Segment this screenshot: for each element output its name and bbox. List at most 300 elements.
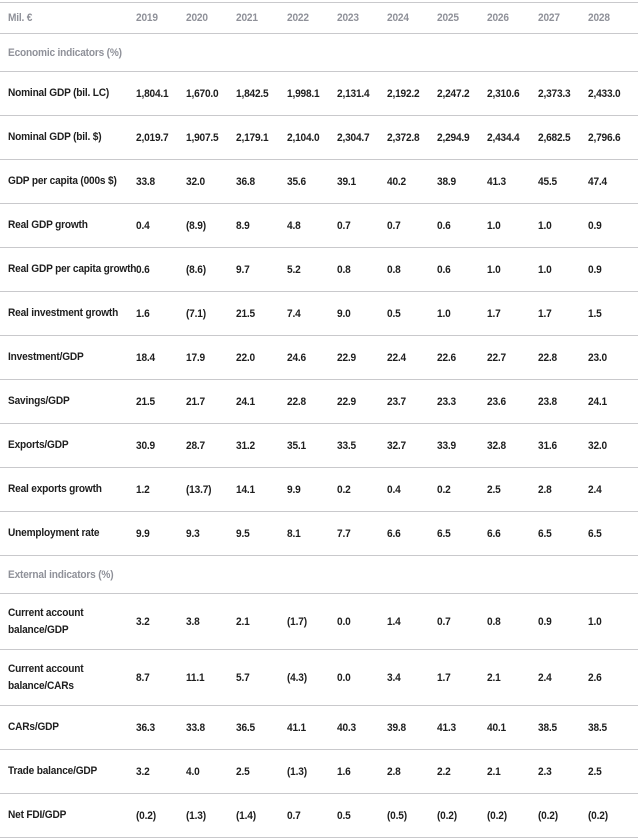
value: 0.6: [136, 263, 150, 276]
value: 2,179.1: [236, 131, 269, 144]
year-label: 2019: [136, 12, 158, 24]
section-title: External indicators (%): [8, 568, 114, 581]
table-row: [0, 424, 638, 468]
value: 0.9: [537, 615, 552, 628]
table-row: [0, 292, 638, 336]
value: 1.0: [487, 219, 501, 232]
value-cell: [136, 512, 186, 556]
value-cell: [538, 292, 588, 336]
value-cell: [186, 160, 236, 204]
value: 6.5: [437, 527, 451, 540]
value-cell: [136, 380, 186, 424]
value-cell: [387, 204, 437, 248]
value-cell: [337, 72, 387, 116]
row-label: GDP per capita (000s $): [8, 175, 117, 187]
value: 41.3: [437, 721, 457, 734]
section-title: Economic indicators (%): [8, 46, 122, 59]
value-cell: [538, 512, 588, 556]
value: 1.6: [136, 307, 150, 320]
table-row: [0, 706, 638, 750]
value: 1,907.5: [186, 131, 219, 144]
value: 45.5: [537, 175, 557, 188]
value: 5.2: [286, 263, 301, 276]
row-label-cell: [0, 468, 136, 512]
value: 32.0: [587, 439, 607, 452]
row-label: Trade balance/GDP: [8, 765, 98, 777]
value: 2,373.3: [537, 87, 570, 100]
value-cell: [236, 72, 286, 116]
value-cell: [387, 650, 437, 706]
table-row: [0, 468, 638, 512]
unit-label-cell: [0, 3, 136, 34]
value-cell: [287, 380, 337, 424]
row-label-cell: [0, 750, 136, 794]
row-label-cell: [0, 160, 136, 204]
value: (0.2): [437, 809, 458, 822]
row-label-cell: [0, 72, 136, 116]
value-cell: [588, 336, 638, 380]
table-body: [0, 34, 638, 838]
value-cell: [387, 468, 437, 512]
value: 22.7: [487, 351, 507, 364]
year-label: 2027: [537, 12, 560, 24]
value-cell: [337, 794, 387, 838]
value-cell: [437, 292, 487, 336]
value: 3.2: [136, 765, 150, 778]
value: 3.8: [186, 615, 200, 628]
table-row: [0, 248, 638, 292]
value-cell: [186, 116, 236, 160]
value: 2.4: [587, 483, 602, 496]
year-column-header: [337, 3, 387, 34]
value: 8.7: [136, 671, 150, 684]
value-cell: [437, 204, 487, 248]
value-cell: [437, 468, 487, 512]
value: 23.6: [487, 395, 507, 408]
table-row: [0, 72, 638, 116]
row-label: Nominal GDP (bil. LC): [8, 87, 110, 99]
row-label: Net FDI/GDP: [8, 809, 67, 821]
value: 0.2: [437, 483, 451, 496]
value-cell: [538, 706, 588, 750]
value-cell: [136, 160, 186, 204]
value: 1.7: [487, 307, 501, 320]
row-label: Nominal GDP (bil. $): [8, 131, 102, 143]
value: 8.1: [286, 527, 301, 540]
value: (1.3): [286, 765, 307, 778]
value: 33.5: [336, 439, 356, 452]
row-label-cell: [0, 292, 136, 336]
table-row: [0, 750, 638, 794]
table-row: [0, 650, 638, 706]
value-cell: [287, 706, 337, 750]
row-label: Real GDP growth: [8, 219, 88, 231]
value-cell: [136, 650, 186, 706]
value: 32.7: [386, 439, 406, 452]
value-cell: [387, 750, 437, 794]
value: 23.3: [437, 395, 457, 408]
value: (1.7): [286, 615, 307, 628]
year-label: 2023: [336, 12, 359, 24]
value: 6.5: [587, 527, 602, 540]
year-column-header: [287, 3, 337, 34]
value-cell: [186, 468, 236, 512]
value-cell: [387, 706, 437, 750]
value: 0.8: [386, 263, 401, 276]
value-cell: [136, 706, 186, 750]
value: 33.8: [186, 721, 206, 734]
value-cell: [287, 424, 337, 468]
value-cell: [588, 468, 638, 512]
value: 22.0: [236, 351, 256, 364]
value: 2,192.2: [386, 87, 420, 100]
value: 0.8: [336, 263, 351, 276]
value-cell: [437, 72, 487, 116]
value: 11.1: [186, 671, 205, 684]
value-cell: [287, 72, 337, 116]
year-label: 2025: [437, 12, 459, 24]
value-cell: [588, 204, 638, 248]
value: 7.4: [286, 307, 301, 320]
row-label: Unemployment rate: [8, 527, 100, 539]
value-cell: [287, 512, 337, 556]
value: 2,434.4: [487, 131, 520, 144]
value-cell: [136, 248, 186, 292]
value: 1,804.1: [136, 87, 169, 100]
value-cell: [387, 794, 437, 838]
value-cell: [487, 650, 537, 706]
value-cell: [186, 248, 236, 292]
value-cell: [287, 594, 337, 650]
value: (1.4): [236, 809, 257, 822]
value-cell: [186, 336, 236, 380]
value: 0.4: [386, 483, 401, 496]
value: 35.6: [286, 175, 306, 188]
value: 30.9: [136, 439, 155, 452]
value-cell: [538, 594, 588, 650]
value: 9.9: [286, 483, 301, 496]
value: 2,104.0: [286, 131, 320, 144]
value-cell: [538, 204, 588, 248]
value-cell: [186, 204, 236, 248]
value-cell: [236, 380, 286, 424]
value: 0.5: [386, 307, 401, 320]
value: 24.1: [236, 395, 256, 408]
value: 24.6: [286, 351, 306, 364]
value: 2.2: [437, 765, 451, 778]
value: 1.7: [537, 307, 552, 320]
year-label: 2024: [386, 12, 409, 24]
value-cell: [186, 72, 236, 116]
value: 1.4: [386, 615, 401, 628]
value-cell: [487, 160, 537, 204]
value: 38.5: [537, 721, 557, 734]
value: 2.1: [487, 765, 501, 778]
value: 22.9: [336, 395, 356, 408]
value: 0.9: [587, 263, 602, 276]
value: 8.9: [236, 219, 250, 232]
value-cell: [387, 292, 437, 336]
value: 0.9: [587, 219, 602, 232]
value-cell: [236, 512, 286, 556]
value-cell: [487, 706, 537, 750]
year-label: 2022: [286, 12, 309, 24]
value-cell: [337, 750, 387, 794]
value-cell: [337, 650, 387, 706]
value-cell: [136, 116, 186, 160]
value-cell: [538, 468, 588, 512]
value: (1.3): [186, 809, 207, 822]
value-cell: [186, 594, 236, 650]
value: 0.6: [437, 219, 451, 232]
value-cell: [387, 160, 437, 204]
year-label: 2020: [186, 12, 208, 24]
table-row: [0, 116, 638, 160]
value: 31.2: [236, 439, 256, 452]
row-label-cell: [0, 380, 136, 424]
row-label-cell: [0, 594, 136, 650]
value-cell: [538, 794, 588, 838]
value: 4.0: [186, 765, 200, 778]
value: 1.0: [487, 263, 501, 276]
value: 38.9: [437, 175, 457, 188]
value-cell: [287, 116, 337, 160]
value-cell: [186, 424, 236, 468]
value-cell: [437, 424, 487, 468]
value-cell: [487, 750, 537, 794]
value-cell: [538, 248, 588, 292]
row-label-cell: [0, 248, 136, 292]
value-cell: [538, 650, 588, 706]
value-cell: [337, 424, 387, 468]
value: 2.3: [537, 765, 552, 778]
value: 0.7: [437, 615, 451, 628]
value: 2.1: [236, 615, 250, 628]
value-cell: [437, 750, 487, 794]
value: 1.0: [437, 307, 451, 320]
value: (8.9): [186, 219, 207, 232]
value-cell: [387, 512, 437, 556]
section-header-cell: [0, 556, 638, 594]
value-cell: [236, 204, 286, 248]
value: 9.3: [186, 527, 200, 540]
value: 0.7: [336, 219, 351, 232]
value-cell: [487, 424, 537, 468]
value: 6.6: [386, 527, 401, 540]
row-label-cell: [0, 116, 136, 160]
value: 0.7: [286, 809, 301, 822]
value-cell: [236, 160, 286, 204]
value: 36.8: [236, 175, 256, 188]
value: 23.0: [587, 351, 607, 364]
year-label: 2028: [587, 12, 610, 24]
value: 36.3: [136, 721, 155, 734]
row-label-cell: [0, 650, 136, 706]
value: (4.3): [286, 671, 307, 684]
value: 2,131.4: [336, 87, 370, 100]
value-cell: [236, 706, 286, 750]
value-cell: [287, 750, 337, 794]
value-cell: [588, 424, 638, 468]
value: 9.0: [336, 307, 351, 320]
value: 7.7: [336, 527, 351, 540]
row-label: balance/CARs: [8, 679, 74, 692]
value-cell: [287, 204, 337, 248]
value-cell: [538, 336, 588, 380]
value-cell: [186, 706, 236, 750]
value-cell: [487, 248, 537, 292]
value-cell: [136, 750, 186, 794]
row-label-cell: [0, 204, 136, 248]
value-cell: [287, 292, 337, 336]
value: 9.7: [236, 263, 250, 276]
value: 21.5: [236, 307, 256, 320]
value-cell: [337, 594, 387, 650]
value-cell: [136, 292, 186, 336]
value: 14.1: [236, 483, 256, 496]
value-cell: [487, 380, 537, 424]
table-row: [0, 336, 638, 380]
value-cell: [287, 650, 337, 706]
value: 31.6: [537, 439, 557, 452]
table-row: [0, 160, 638, 204]
value-cell: [437, 594, 487, 650]
value-cell: [538, 160, 588, 204]
row-label: Real exports growth: [8, 483, 102, 495]
value-cell: [136, 794, 186, 838]
value-cell: [588, 72, 638, 116]
value: 3.2: [136, 615, 150, 628]
value-cell: [437, 794, 487, 838]
value-cell: [487, 594, 537, 650]
value: (13.7): [186, 483, 212, 496]
value: 2.8: [386, 765, 401, 778]
value-cell: [287, 794, 337, 838]
value: 2.6: [587, 671, 602, 684]
value-cell: [236, 116, 286, 160]
value: 2,796.6: [587, 131, 621, 144]
value: 6.5: [537, 527, 552, 540]
value: 33.9: [437, 439, 457, 452]
value-cell: [387, 424, 437, 468]
value-cell: [437, 650, 487, 706]
value-cell: [588, 116, 638, 160]
value-cell: [588, 594, 638, 650]
unit-label: Mil. €: [8, 12, 33, 24]
value: 0.4: [136, 219, 150, 232]
row-label-cell: [0, 512, 136, 556]
row-label: Exports/GDP: [8, 439, 69, 451]
table-row: [0, 794, 638, 838]
value: 2.5: [587, 765, 602, 778]
value-cell: [287, 160, 337, 204]
value: 21.7: [186, 395, 206, 408]
value: 40.3: [336, 721, 356, 734]
value-cell: [337, 160, 387, 204]
value-cell: [437, 706, 487, 750]
value-cell: [588, 160, 638, 204]
value-cell: [487, 72, 537, 116]
value: 1.0: [537, 219, 552, 232]
value-cell: [387, 594, 437, 650]
value-cell: [588, 248, 638, 292]
row-label: CARs/GDP: [8, 721, 59, 733]
value-cell: [588, 650, 638, 706]
value: 41.1: [286, 721, 306, 734]
value-cell: [136, 468, 186, 512]
value-cell: [588, 292, 638, 336]
value: 0.8: [487, 615, 501, 628]
value: 2,433.0: [587, 87, 621, 100]
header-row: [0, 3, 638, 34]
value: 0.0: [336, 615, 351, 628]
value-cell: [287, 336, 337, 380]
value: 1.0: [587, 615, 602, 628]
table-row: [0, 204, 638, 248]
value: 0.6: [437, 263, 451, 276]
value-cell: [186, 380, 236, 424]
value: 9.5: [236, 527, 250, 540]
value-cell: [337, 336, 387, 380]
value: 2,304.7: [336, 131, 370, 144]
value-cell: [337, 380, 387, 424]
table-row: [0, 380, 638, 424]
year-column-header: [487, 3, 537, 34]
row-label: balance/GDP: [8, 623, 69, 636]
value-cell: [236, 594, 286, 650]
value: 1,998.1: [286, 87, 320, 100]
value-cell: [236, 650, 286, 706]
value-cell: [236, 336, 286, 380]
value: 1.5: [587, 307, 602, 320]
value-cell: [136, 204, 186, 248]
value-cell: [588, 706, 638, 750]
value: 23.8: [537, 395, 557, 408]
year-column-header: [588, 3, 638, 34]
year-column-header: [387, 3, 437, 34]
table-row: [0, 512, 638, 556]
value: (8.6): [186, 263, 207, 276]
value-cell: [437, 116, 487, 160]
value: 3.4: [386, 671, 401, 684]
value: 2,372.8: [386, 131, 420, 144]
value-cell: [487, 512, 537, 556]
value: 4.8: [286, 219, 301, 232]
value: 0.0: [336, 671, 351, 684]
value-cell: [487, 468, 537, 512]
value-cell: [437, 248, 487, 292]
value-cell: [337, 706, 387, 750]
value-cell: [236, 292, 286, 336]
row-label-cell: [0, 706, 136, 750]
value: 23.7: [386, 395, 406, 408]
section-header-row: [0, 34, 638, 72]
value-cell: [387, 72, 437, 116]
value-cell: [387, 116, 437, 160]
value: (0.2): [136, 809, 156, 822]
value: 2,019.7: [136, 131, 169, 144]
row-label-cell: [0, 424, 136, 468]
value: 17.9: [186, 351, 206, 364]
value: 32.8: [487, 439, 507, 452]
value-cell: [136, 72, 186, 116]
value: 22.6: [437, 351, 457, 364]
value: 2,310.6: [487, 87, 520, 100]
value-cell: [387, 248, 437, 292]
value-cell: [136, 336, 186, 380]
value: 6.6: [487, 527, 501, 540]
value-cell: [236, 750, 286, 794]
